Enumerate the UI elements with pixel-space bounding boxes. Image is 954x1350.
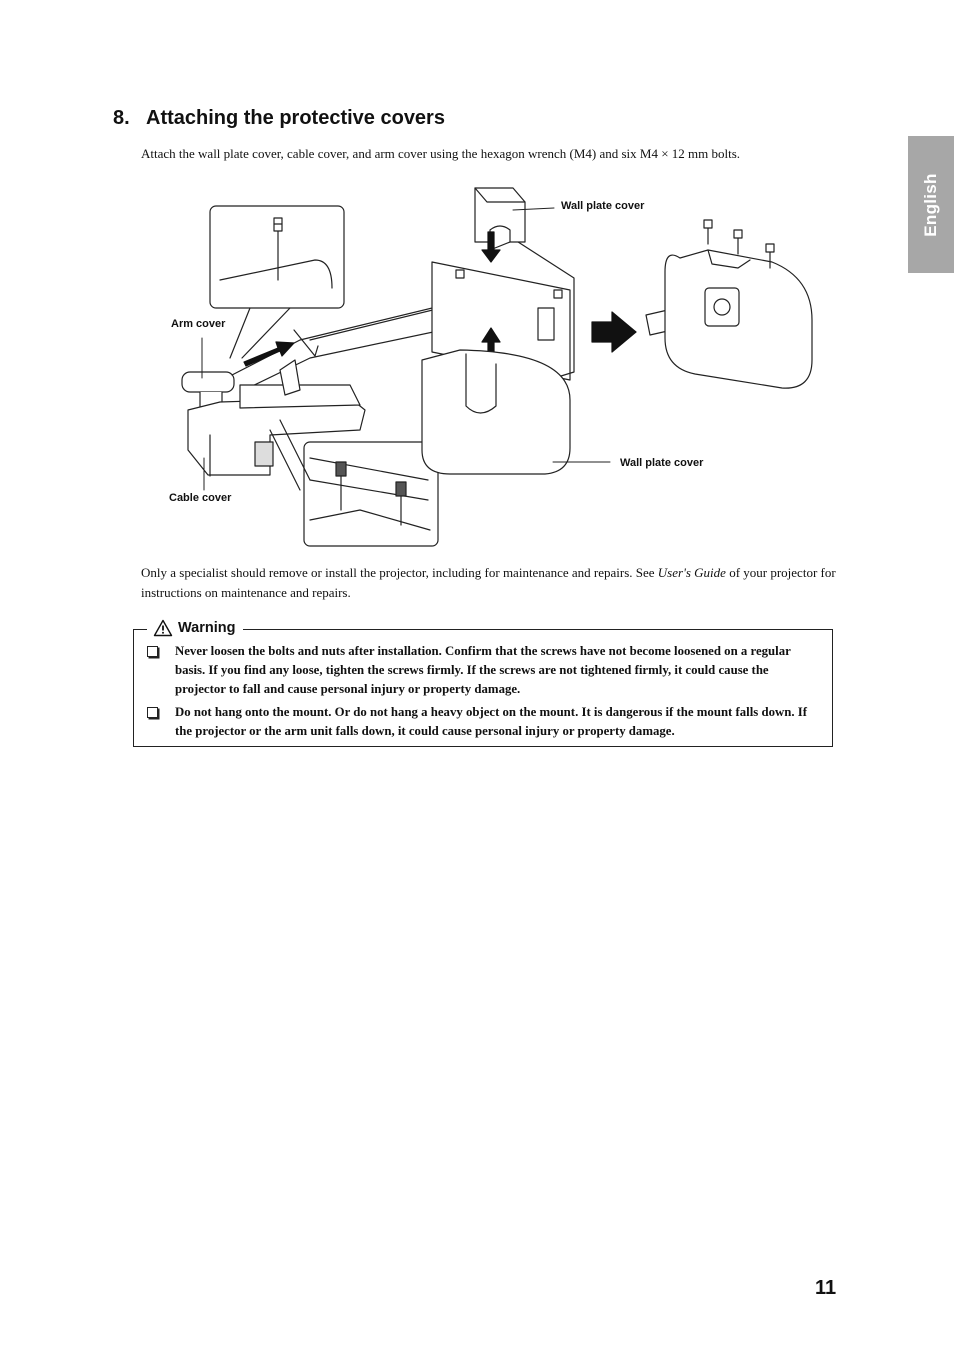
specialist-paragraph <box>141 563 841 603</box>
installation-figure <box>160 180 840 550</box>
specialist-text-start: Only a specialist should remove or install the projector, including for maintenance and repairs. See <box>141 565 658 580</box>
page-number: 11 <box>815 1277 837 1299</box>
intro-paragraph: Attach the wall plate cover, cable cover, and arm cover using the hexagon wrench (M4) and six M4 × 12 mm bolts. <box>141 146 741 161</box>
specialist-text-end: of your projector for instructions on maintenance and repairs. <box>141 565 836 600</box>
section-title: Attaching the protective covers <box>146 107 445 129</box>
label-cable-cover: Cable cover <box>169 492 232 504</box>
warning-item-text: Never loosen the bolts and nuts after installation. Confirm that the screws have not become loosened on a regular basis. If you find any loose, tighten the screws firmly. If the screws are not tightened firmly, it could cause the projector to fall and cause personal injury or property damage. <box>175 644 791 696</box>
users-guide-reference: User's Guide <box>657 565 726 580</box>
warning-triangle-icon <box>153 619 173 637</box>
label-arm-cover: Arm cover <box>171 318 226 330</box>
language-tab <box>908 136 954 273</box>
section-heading <box>113 107 445 130</box>
language-tab-label: English <box>921 172 940 237</box>
checkbox-bullet-icon <box>147 646 158 657</box>
warning-item-text: Do not hang onto the mount. Or do not hang a heavy object on the mount. It is dangerous if the mount falls down. If the projector or the arm unit falls down, it could cause personal injury or property damage. <box>175 705 807 738</box>
warning-item <box>147 642 819 699</box>
checkbox-bullet-icon <box>147 707 158 718</box>
section-number: 8. <box>113 107 130 129</box>
warning-title: Warning <box>178 620 236 636</box>
warning-item <box>147 703 819 741</box>
label-wall-plate-cover-top: Wall plate cover <box>561 200 645 212</box>
cover-assembly-illustration <box>160 180 840 550</box>
warning-heading <box>147 619 243 637</box>
label-wall-plate-cover-bottom: Wall plate cover <box>620 457 704 469</box>
